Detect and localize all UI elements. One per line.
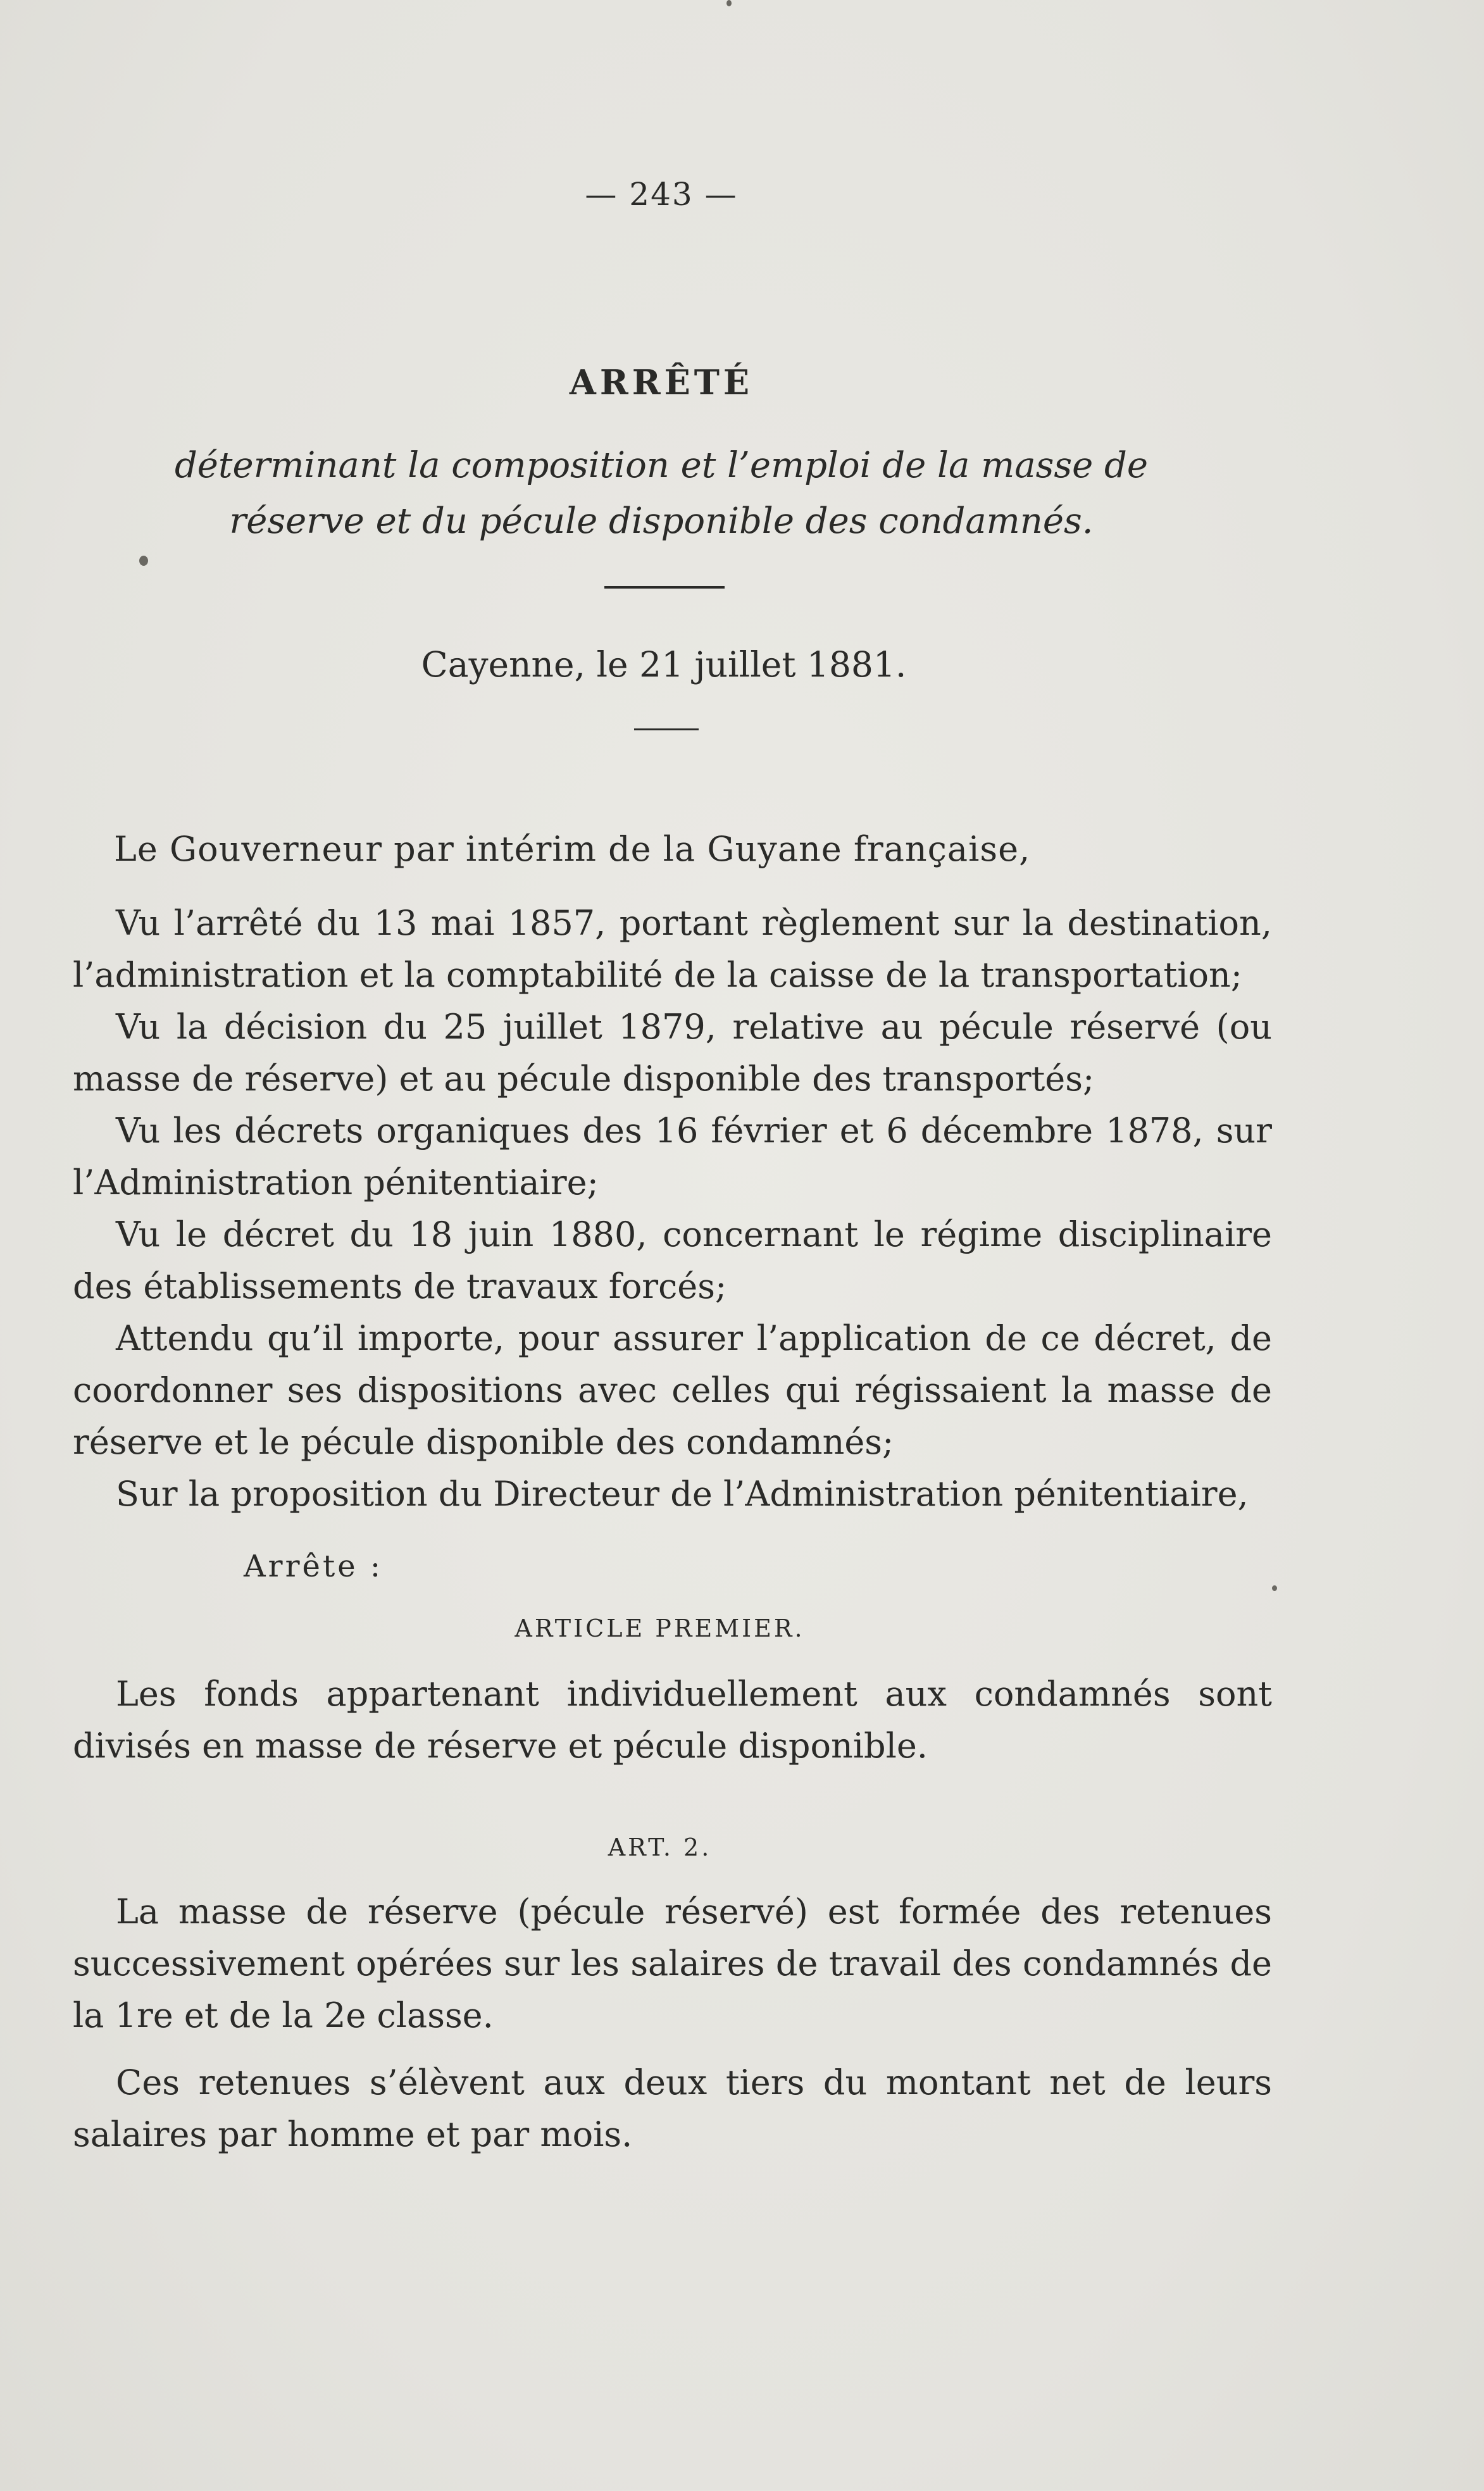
issuing-authority: Le Gouverneur par intérim de la Guyane française, bbox=[114, 829, 1031, 869]
paper-speck bbox=[139, 556, 148, 566]
consideration-paragraph: Vu le décret du 18 juin 1880, concernant le régime disciplinaire des établissements de travaux forcés; bbox=[73, 1214, 1272, 1306]
paper-speck bbox=[1272, 1585, 1277, 1591]
consideration-paragraph: Attendu qu’il importe, pour assurer l’application de ce décret, de coordonner ses dispositions avec celles qui régissaient la masse de réserve et le pécule disponible des condamnés; bbox=[73, 1318, 1272, 1462]
article-heading: ART. 2. bbox=[608, 1833, 712, 1861]
decree-title: ARRÊTÉ bbox=[569, 362, 754, 403]
article-paragraph: Ces retenues s’élèvent aux deux tiers du montant net de leurs salaires par homme et par mois. bbox=[73, 2063, 1272, 2154]
decree-subtitle: déterminant la composition et l’emploi de la masse de réserve et du pécule disponible des condamnés. bbox=[174, 445, 1149, 542]
decision-label: Arrête : bbox=[244, 1549, 383, 1584]
article-paragraph: Les fonds appartenant individuellement aux condamnés sont divisés en masse de réserve et pécule disponible. bbox=[73, 1674, 1272, 1766]
consideration-paragraph: Vu l’arrêté du 13 mai 1857, portant règlement sur la destination, l’administration et la comptabilité de la caisse de la transportation; bbox=[73, 903, 1272, 995]
separator-rule-short bbox=[634, 728, 699, 730]
consideration-paragraph: Vu les décrets organiques des 16 février et 6 décembre 1878, sur l’Administration pénitentiaire; bbox=[73, 1111, 1272, 1202]
article-heading: ARTICLE PREMIER. bbox=[514, 1614, 805, 1642]
article-body bbox=[73, 1886, 1272, 2176]
dateline: Cayenne, le 21 juillet 1881. bbox=[421, 644, 907, 685]
consideration-paragraph: Sur la proposition du Directeur de l’Administration pénitentiaire, bbox=[116, 1474, 1249, 1514]
article-paragraph: La masse de réserve (pécule réservé) est formée des retenues successivement opérées sur les salaires de travail des condamnés de la 1re et de la 2e classe. bbox=[73, 1892, 1272, 2035]
consideration-paragraph: Vu la décision du 25 juillet 1879, relative au pécule réservé (ou masse de réserve) et au pécule disponible des transportés; bbox=[73, 1007, 1272, 1099]
considerations-block bbox=[73, 897, 1272, 1520]
page-number: — 243 — bbox=[585, 176, 738, 213]
article-body bbox=[73, 1668, 1272, 1787]
paper-speck bbox=[726, 0, 732, 6]
separator-rule bbox=[604, 586, 725, 589]
